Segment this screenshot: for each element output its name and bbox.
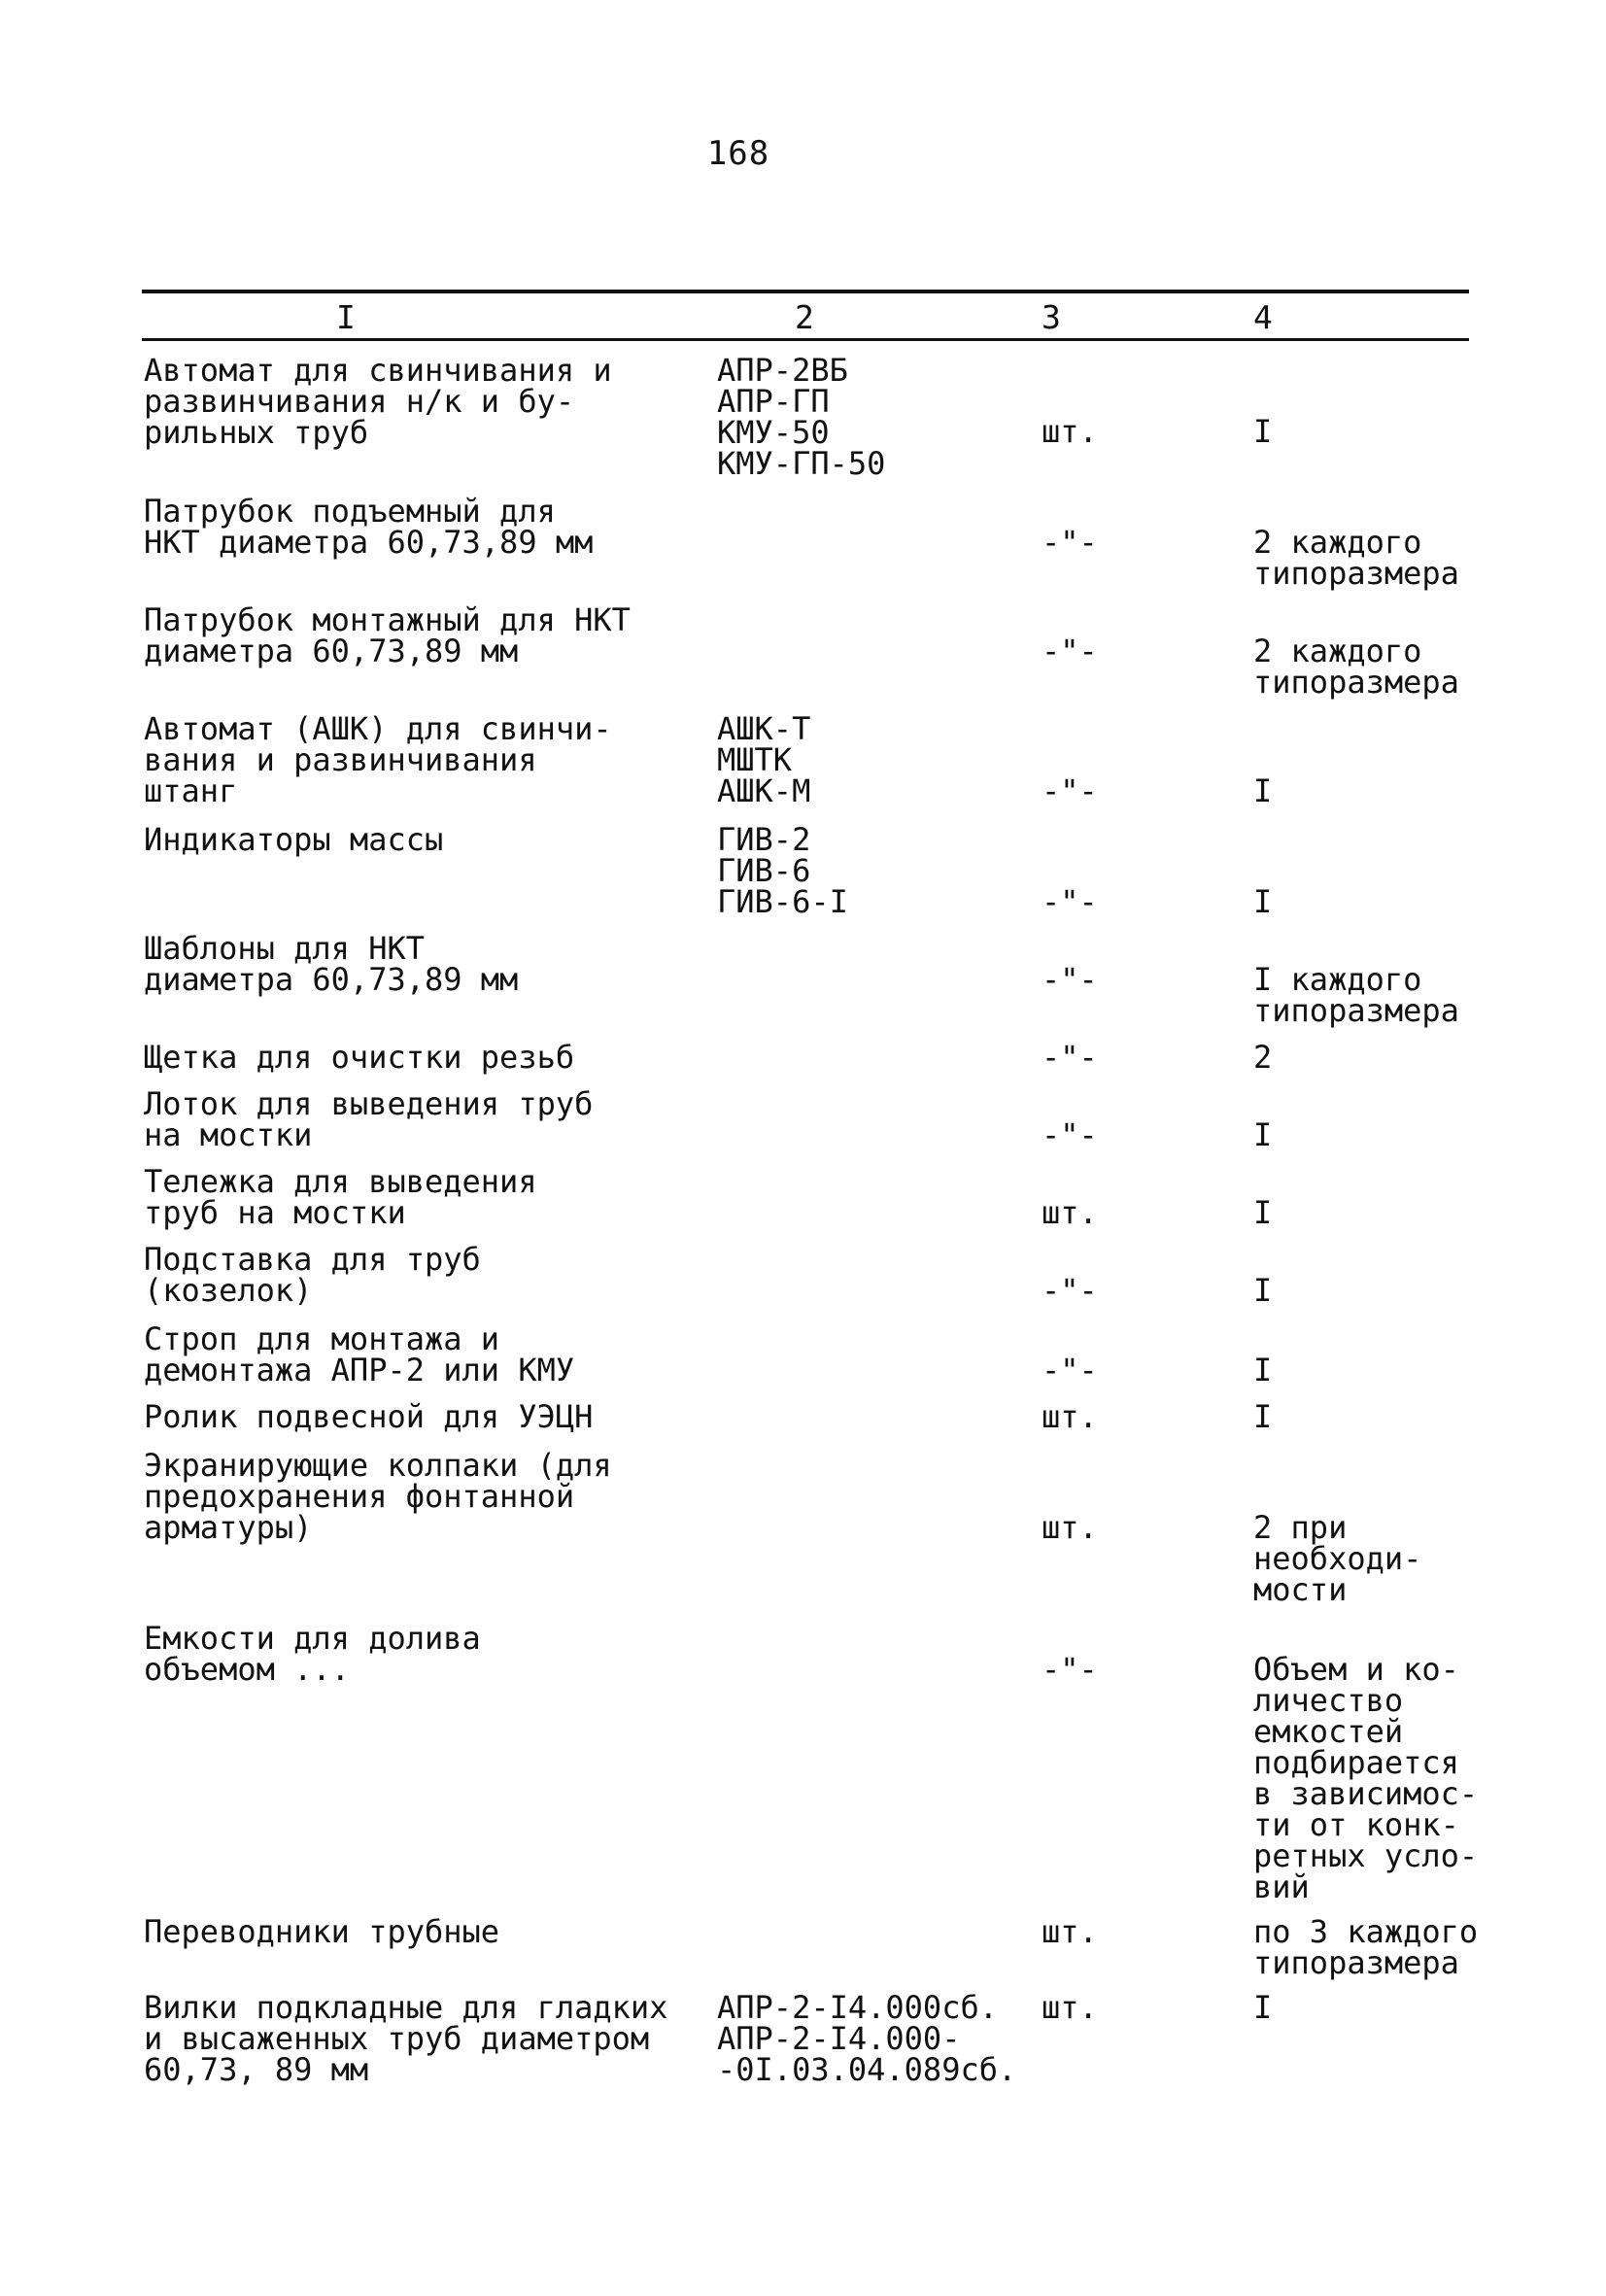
item-name: Емкости для долива объемом ... [144, 1620, 481, 1688]
item-code: АПР-2-I4.000сб. АПР-2-I4.000- -0I.03.04.089сб. [717, 1989, 1017, 2088]
item-qty: 2 каждого типоразмера [1253, 633, 1459, 701]
item-name: Автомат (АШК) для свинчи- вания и развинчивания штанг [144, 710, 612, 809]
item-name: Патрубок монтажный для НКТ диаметра 60,73,89 мм [144, 601, 631, 669]
item-qty: 2 при необходи- мости [1253, 1509, 1422, 1608]
item-qty: I [1253, 1989, 1273, 2026]
item-name: Строп для монтажа и демонтажа АПР-2 или КМУ [144, 1320, 575, 1388]
item-qty: I [1253, 413, 1273, 450]
item-qty: I [1253, 1194, 1273, 1231]
item-unit: -"- [1042, 772, 1098, 809]
item-qty: по 3 каждого типоразмера [1253, 1913, 1479, 1981]
item-name: Шаблоны для НКТ диаметра 60,73,89 мм [144, 930, 519, 998]
item-qty: 2 [1253, 1039, 1273, 1076]
item-qty: Объем и ко- личество емкостей подбирается в зависимос- ти от конк- ретных усло- вий [1253, 1651, 1479, 1905]
item-name: Индикаторы массы [144, 821, 444, 858]
item-name: Тележка для выведения труб на мостки [144, 1163, 537, 1231]
item-unit: -"- [1042, 1039, 1098, 1076]
item-unit: шт. [1042, 413, 1098, 450]
col-header-3: 3 [1042, 298, 1061, 336]
item-unit: шт. [1042, 1398, 1098, 1435]
table-header-rule [142, 338, 1469, 341]
item-name: Переводники трубные [144, 1913, 500, 1950]
item-qty: I [1253, 1398, 1273, 1435]
item-unit: -"- [1042, 1116, 1098, 1153]
item-qty: I [1253, 1272, 1273, 1309]
col-header-2: 2 [795, 298, 814, 336]
item-name: Лоток для выведения труб на мостки [144, 1085, 594, 1153]
item-unit: шт. [1042, 1509, 1098, 1546]
item-code: АПР-2ВБ АПР-ГП КМУ-50 КМУ-ГП-50 [717, 352, 886, 482]
item-name: Автомат для свинчивания и развинчивания н/к и бу- рильных труб [144, 352, 612, 451]
item-unit: -"- [1042, 961, 1098, 998]
page-number: 168 [706, 134, 770, 173]
item-qty: I каждого типоразмера [1253, 961, 1459, 1029]
item-name: Ролик подвесной для УЭЦН [144, 1398, 594, 1435]
item-name: Щетка для очистки резьб [144, 1039, 575, 1076]
item-unit: -"- [1042, 1352, 1098, 1388]
table-top-rule [142, 290, 1469, 293]
item-unit: -"- [1042, 1651, 1098, 1688]
item-unit: шт. [1042, 1913, 1098, 1950]
item-unit: -"- [1042, 633, 1098, 669]
item-code: АШК-Т МШТК АШК-М [717, 710, 811, 809]
item-name: Подставка для труб (козелок) [144, 1241, 481, 1309]
item-qty: I [1253, 1352, 1273, 1388]
item-name: Вилки подкладные для гладких и высаженных труб диаметром 60,73, 89 мм [144, 1989, 668, 2088]
item-unit: -"- [1042, 883, 1098, 920]
col-header-4: 4 [1253, 298, 1273, 336]
item-name: Патрубок подъемный для НКТ диаметра 60,73,89 мм [144, 493, 594, 561]
item-qty: I [1253, 883, 1273, 920]
item-qty: I [1253, 772, 1273, 809]
item-unit: -"- [1042, 524, 1098, 561]
item-code: ГИВ-2 ГИВ-6 ГИВ-6-I [717, 821, 848, 920]
item-qty: 2 каждого типоразмера [1253, 524, 1459, 592]
item-unit: шт. [1042, 1194, 1098, 1231]
item-name: Экранирующие колпаки (для предохранения фонтанной арматуры) [144, 1447, 612, 1546]
item-qty: I [1253, 1116, 1273, 1153]
col-header-1: I [336, 298, 356, 336]
item-unit: -"- [1042, 1272, 1098, 1309]
item-unit: шт. [1042, 1989, 1098, 2026]
